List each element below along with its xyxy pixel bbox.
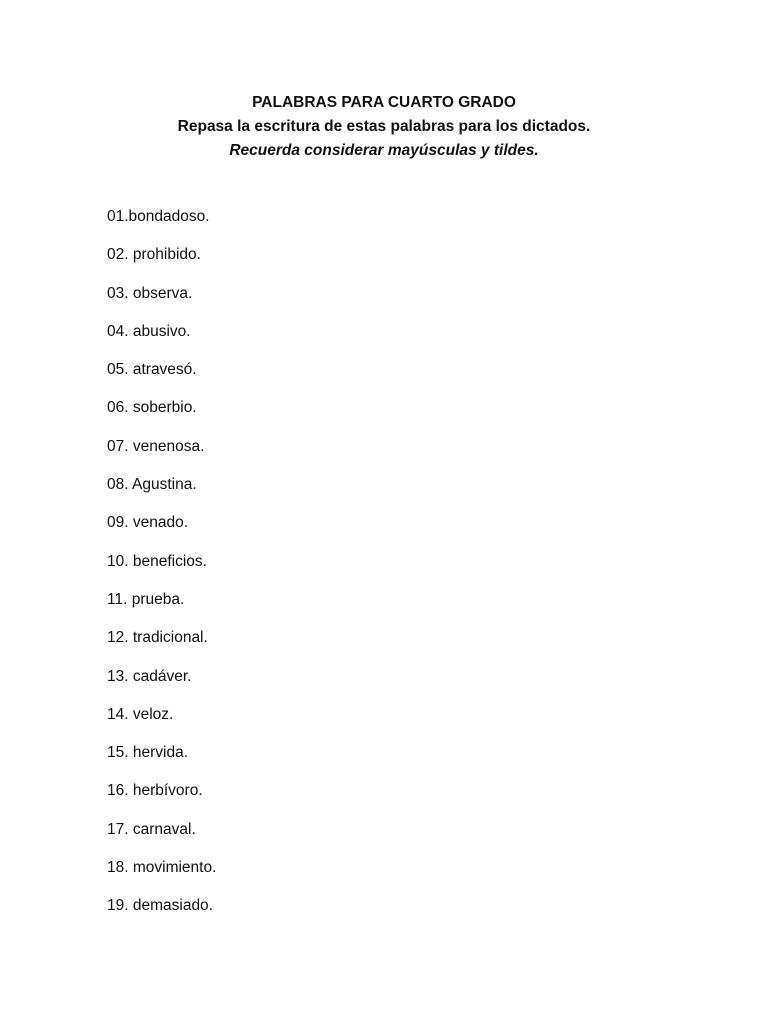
word-list (107, 205, 216, 933)
list-item: 09. venado. (107, 514, 189, 532)
document-subtitle: Repasa la escritura de estas palabras para los dictados. (177, 118, 591, 135)
list-item: 19. demasiado. (107, 897, 213, 915)
document-note: Recuerda considerar mayúsculas y tildes. (229, 142, 539, 159)
document-header (0, 91, 768, 163)
list-item: 14. veloz. (107, 705, 174, 723)
list-item: 05. atravesó. (107, 361, 197, 379)
document-title: PALABRAS PARA CUARTO GRADO (252, 94, 516, 111)
list-item: 07. venenosa. (107, 437, 205, 455)
list-item: 11. prueba. (107, 590, 185, 608)
list-item: 08. Agustina. (107, 476, 197, 494)
list-item: 15. hervida. (107, 744, 188, 762)
list-item: 18. movimiento. (107, 859, 217, 877)
list-item: 16. herbívoro. (107, 782, 203, 800)
list-item: 01.bondadoso. (107, 208, 210, 225)
list-item: 10. beneficios. (107, 552, 207, 570)
list-item: 03. observa. (107, 284, 193, 302)
list-item: 06. soberbio. (107, 399, 197, 417)
list-item: 12. tradicional. (107, 629, 208, 647)
list-item: 04. abusivo. (107, 322, 191, 340)
list-item: 02. prohibido. (107, 246, 201, 264)
list-item: 17. carnaval. (107, 820, 196, 838)
list-item: 13. cadáver. (107, 667, 192, 685)
